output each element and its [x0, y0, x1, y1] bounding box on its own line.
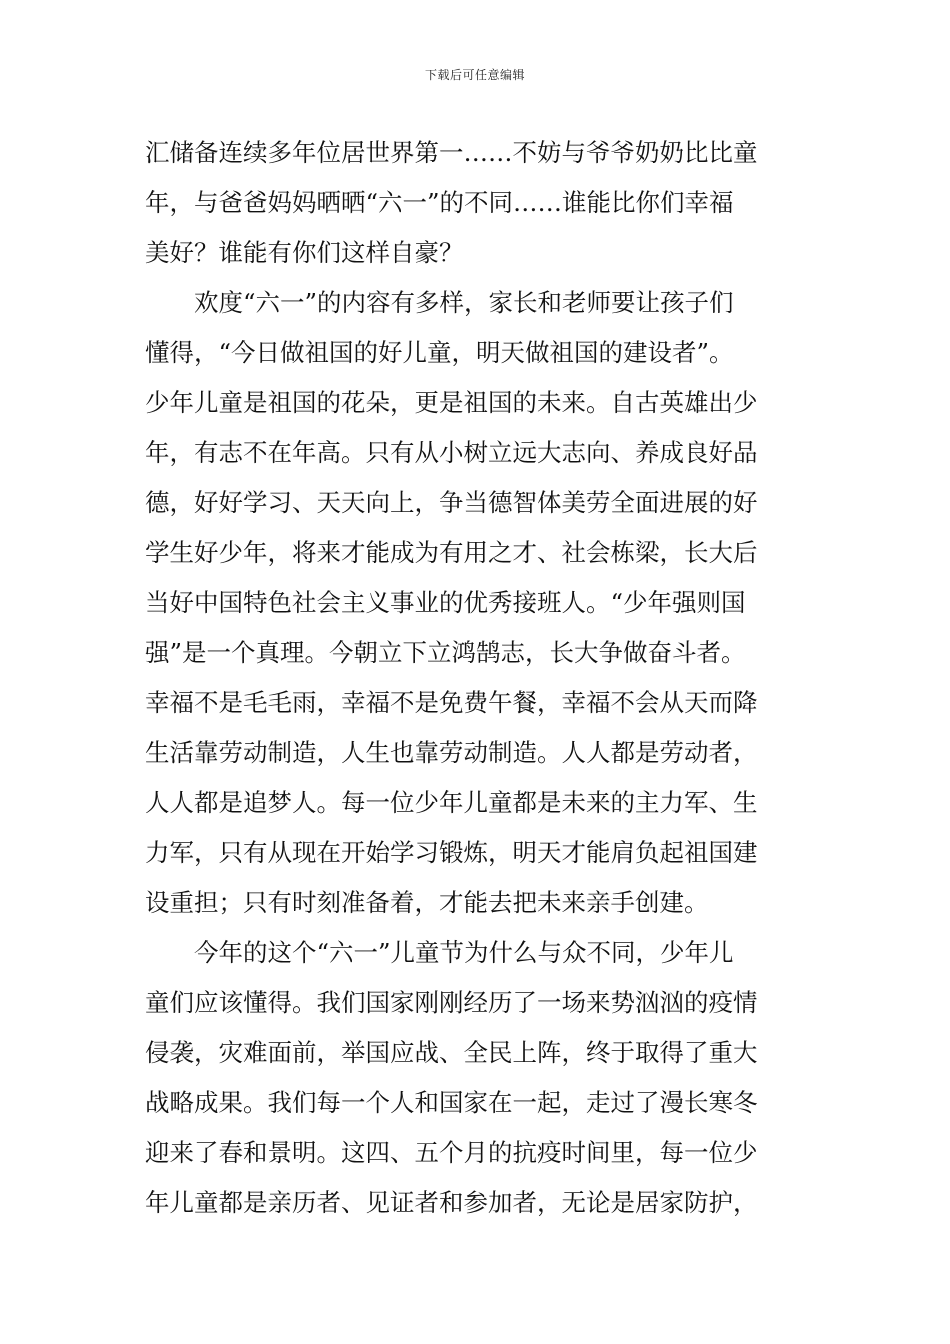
text-line: 年，与爸爸妈妈晒晒“六一”的不同……谁能比你们幸福	[145, 188, 734, 217]
document-body	[145, 128, 810, 1228]
text-line: 战略成果。我们每一个人和国家在一起，走过了漫长寒冬	[145, 1088, 758, 1117]
text-line: 懂得，“今日做祖国的好儿童，明天做祖国的建设者”。	[145, 338, 734, 367]
text-line: 力军，只有从现在开始学习锻炼，明天才能肩负起祖国建	[145, 838, 758, 867]
text-line: 人人都是追梦人。每一位少年儿童都是未来的主力军、生	[145, 788, 758, 817]
text-line: 学生好少年，将来才能成为有用之才、社会栋梁，长大后	[145, 538, 758, 567]
text-line: 强”是一个真理。今朝立下立鸿鹄志，长大争做奋斗者。	[145, 638, 746, 667]
text-line: 德，好好学习、天天向上，争当德智体美劳全面进展的好	[145, 488, 758, 517]
text-line: 迎来了春和景明。这四、五个月的抗疫时间里，每一位少	[145, 1138, 758, 1167]
text-line: 美好？谁能有你们这样自豪？	[145, 238, 464, 267]
text-line: 年，有志不在年高。只有从小树立远大志向、养成良好品	[145, 438, 758, 467]
text-line: 汇储备连续多年位居世界第一……不妨与爷爷奶奶比比童	[145, 138, 758, 167]
text-line: 少年儿童是祖国的花朵，更是祖国的未来。自古英雄出少	[145, 388, 758, 417]
text-line: 当好中国特色社会主义事业的优秀接班人。“少年强则国	[145, 588, 746, 617]
text-line: 年儿童都是亲历者、见证者和参加者，无论是居家防护，	[145, 1188, 758, 1217]
paragraph-start-line: 今年的这个“六一”儿童节为什么与众不同，少年儿	[145, 938, 734, 967]
text-line: 设重担；只有时刻准备着，才能去把未来亲手创建。	[145, 888, 709, 917]
text-line: 生活靠劳动制造，人生也靠劳动制造。人人都是劳动者，	[145, 738, 758, 767]
text-line: 幸福不是毛毛雨，幸福不是免费午餐，幸福不会从天而降	[145, 688, 758, 717]
paragraph-start-line: 欢度“六一”的内容有多样，家长和老师要让孩子们	[145, 288, 734, 317]
page-header: 下载后可任意编辑	[424, 68, 525, 82]
text-line: 童们应该懂得。我们国家刚刚经历了一场来势汹汹的疫情	[145, 988, 758, 1017]
text-line: 侵袭，灾难面前，举国应战、全民上阵，终于取得了重大	[145, 1038, 758, 1067]
